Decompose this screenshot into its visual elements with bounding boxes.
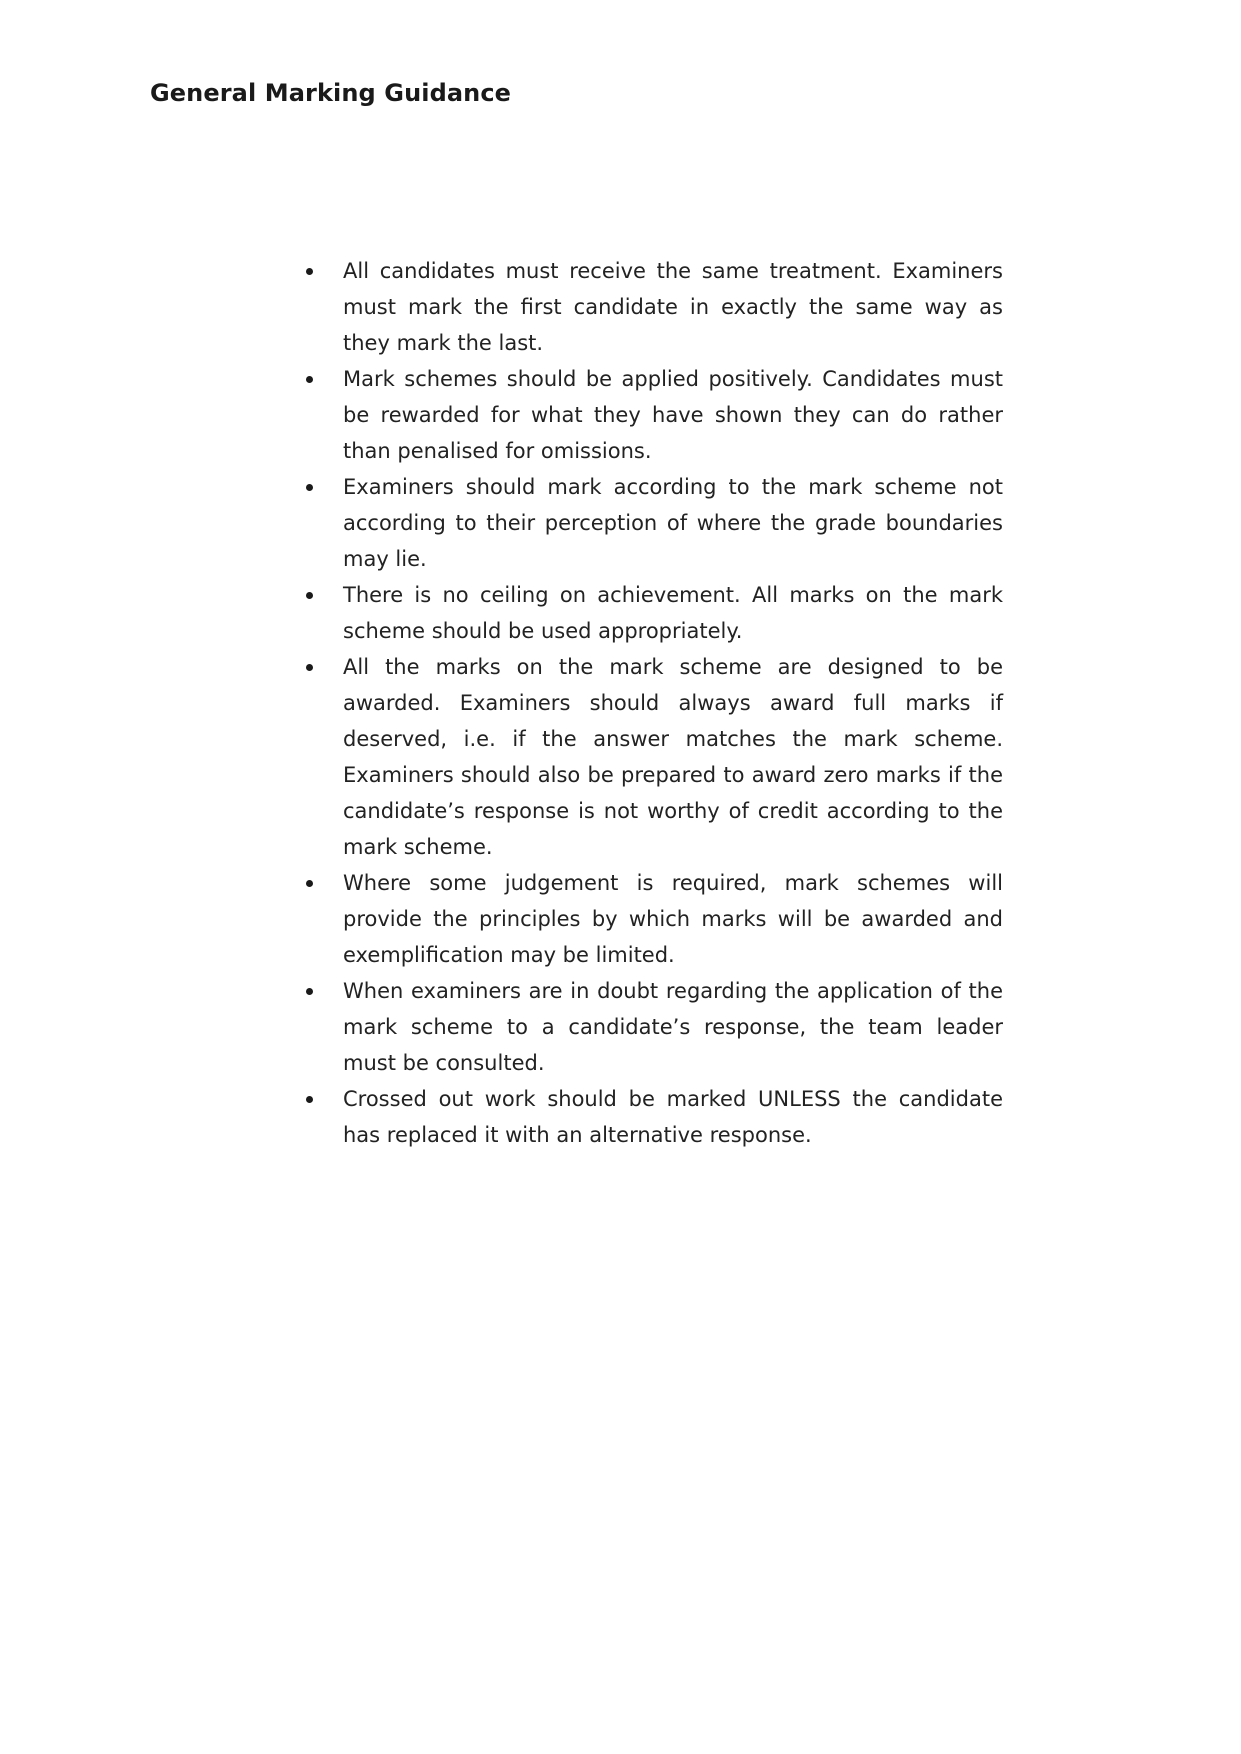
guidance-list — [343, 253, 1003, 1153]
guidance-item — [343, 577, 1003, 649]
guidance-item — [343, 469, 1003, 577]
guidance-item-text: Examiners should mark according to the mark scheme not according to their perception of where the grade boundaries may lie. — [343, 475, 1003, 571]
guidance-item — [343, 361, 1003, 469]
guidance-item-text: When examiners are in doubt regarding the application of the mark scheme to a candidate’s response, the team leader must be consulted. — [343, 979, 1003, 1075]
bullet-icon — [306, 268, 313, 275]
bullet-icon — [306, 592, 313, 599]
guidance-item — [343, 1081, 1003, 1153]
guidance-item — [343, 649, 1003, 865]
page-heading: General Marking Guidance — [150, 79, 512, 107]
guidance-item-text: Where some judgement is required, mark schemes will provide the principles by which marks will be awarded and exemplification may be limited. — [343, 871, 1003, 967]
bullet-icon — [306, 988, 313, 995]
bullet-icon — [306, 484, 313, 491]
guidance-item-text: Crossed out work should be marked UNLESS the candidate has replaced it with an alternative response. — [343, 1087, 1003, 1147]
guidance-item-text: All the marks on the mark scheme are designed to be awarded. Examiners should always award full marks if deserved, i.e. if the answer matches the mark scheme. Examiners should also be prepared to award zero marks if the candidate’s response is not worthy of credit according to the mark scheme. — [343, 655, 1003, 859]
bullet-icon — [306, 1096, 313, 1103]
guidance-item-text: Mark schemes should be applied positively. Candidates must be rewarded for what they have shown they can do rather than penalised for omissions. — [343, 367, 1003, 463]
bullet-icon — [306, 376, 313, 383]
bullet-icon — [306, 664, 313, 671]
bullet-icon — [306, 880, 313, 887]
guidance-item — [343, 973, 1003, 1081]
guidance-item — [343, 253, 1003, 361]
guidance-item — [343, 865, 1003, 973]
guidance-item-text: All candidates must receive the same treatment. Examiners must mark the first candidate in exactly the same way as they mark the last. — [343, 259, 1003, 355]
guidance-item-text: There is no ceiling on achievement. All marks on the mark scheme should be used appropriately. — [343, 583, 1003, 643]
